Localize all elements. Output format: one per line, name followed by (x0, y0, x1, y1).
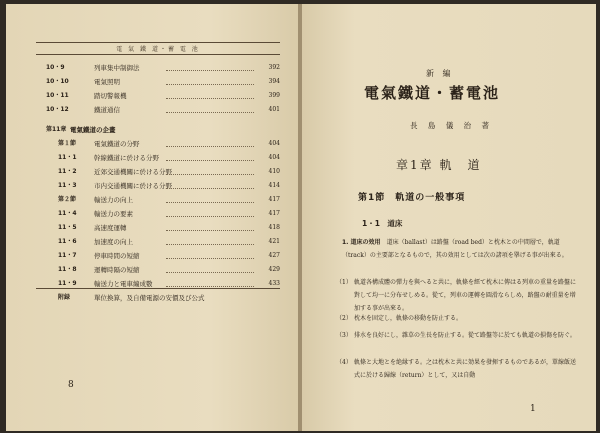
toc-title: 輸送力の要素 (94, 210, 133, 218)
toc-num: 11・5 (58, 224, 77, 231)
toc-page: 399 (268, 92, 280, 99)
table-of-contents (46, 61, 280, 305)
leader-dots (166, 70, 254, 71)
toc-num: 11・8 (58, 266, 77, 273)
toc-num: 11・3 (58, 182, 77, 189)
annex-num: 附録 (58, 294, 71, 301)
footer-rule (36, 288, 280, 289)
item-text: 排水を良好にし，雜草の生長を防止する。從て路盤等に於ても軌道の損傷を防ぐ。 (354, 332, 576, 339)
toc-row (46, 249, 280, 263)
author: 長 島 儀 治 著 (410, 121, 494, 130)
toc-num: 11・6 (58, 238, 77, 245)
toc-title: 加速度の向上 (94, 238, 133, 246)
subsection-heading: 1・1 道床 (362, 219, 403, 228)
toc-row (46, 89, 280, 103)
leader-dots (166, 272, 254, 273)
list-item (336, 356, 580, 382)
toc-page: 418 (268, 224, 280, 231)
right-page (302, 4, 596, 431)
toc-title: 近郊交通機關に於ける分野 (94, 168, 172, 176)
toc-page: 404 (268, 154, 280, 161)
leader-dots (166, 146, 254, 147)
item-text: 軌道各構成體の彈力を與へると共に，軌條を經て枕木に傳はる列車の重量を路盤に對して均一に分布せしめる。從て，列車の運轉を圓滑ならしめ，路盤の耐重量を増加する事が出來る。 (354, 279, 577, 312)
toc-row (46, 179, 280, 193)
toc-title: 列車集中制御法 (94, 64, 140, 72)
toc-row (46, 151, 280, 165)
toc-title: 高速度運轉 (94, 224, 127, 232)
toc-page: 414 (268, 182, 280, 189)
leader-dots (166, 174, 254, 175)
open-book (6, 4, 596, 431)
toc-num: 11・4 (58, 210, 77, 217)
header-rule-bottom (36, 54, 280, 55)
list-item (336, 312, 580, 325)
paragraph (342, 236, 582, 262)
toc-page: 421 (268, 238, 280, 245)
page-number-left: 8 (68, 380, 74, 390)
leader-dots (166, 202, 254, 203)
left-page (6, 4, 298, 431)
toc-page: 394 (268, 78, 280, 85)
toc-page: 433 (268, 280, 280, 287)
toc-page: 401 (268, 106, 280, 113)
toc-page: 429 (268, 266, 280, 273)
toc-num: 10・10 (46, 78, 69, 85)
toc-row (46, 75, 280, 89)
toc-title: 幹線鐵道に於ける分野 (94, 154, 159, 162)
leader-dots (166, 84, 254, 85)
item-text: 軌條と大地とを絶縁する。之は枕木と共に効果を發揮するものであるが，單線飯送式に於ける歸線（return）として，又は自動 (354, 359, 577, 379)
chapter-num: 第11章 (46, 126, 67, 133)
toc-title: 輸送力の向上 (94, 196, 133, 204)
toc-num: 11・2 (58, 168, 77, 175)
item-marker: （1） (336, 279, 352, 286)
list-item (336, 329, 580, 342)
item-marker: （2） (336, 315, 352, 322)
toc-title: 運轉時隔の短縮 (94, 266, 140, 274)
toc-row (46, 263, 280, 277)
toc-page: 410 (268, 168, 280, 175)
leader-dots (166, 258, 254, 259)
toc-num: 第２節 (58, 196, 77, 203)
item-marker: （3） (336, 332, 352, 339)
toc-annex (46, 291, 280, 305)
paragraph-text: 道床（ballast）は路盤（road bed）と枕木との中間層で，軌道（track）の主要部となるもので，其の效用としては次の諸項を擧げる事が出來る。 (342, 239, 568, 259)
list-item (336, 276, 580, 315)
toc-row (46, 207, 280, 221)
annex-title: 單位換算，及自備電源の安價及び公式 (94, 294, 205, 302)
header-rule-top (36, 42, 280, 43)
toc-page: 427 (268, 252, 280, 259)
toc-num: 11・7 (58, 252, 77, 259)
toc-title: 踏切警報機 (94, 92, 127, 100)
leader-dots (166, 286, 254, 287)
toc-page: 417 (268, 210, 280, 217)
toc-row (46, 103, 280, 117)
toc-title: 鐵道通信 (94, 106, 120, 114)
toc-num: 第１節 (58, 140, 77, 147)
leader-dots (166, 230, 254, 231)
toc-title: 電氣照明 (94, 78, 120, 86)
toc-num: 10・12 (46, 106, 69, 113)
toc-page: 417 (268, 196, 280, 203)
series-label: 新 編 (426, 69, 454, 78)
chapter-title: 電氣鐵道の企畫 (70, 126, 116, 134)
book-title: 電氣鐵道・蓄電池 (364, 84, 501, 102)
leader-dots (166, 112, 254, 113)
toc-title: 停車時間の短縮 (94, 252, 140, 260)
toc-num: 10・9 (46, 64, 65, 71)
toc-row (46, 221, 280, 235)
leader-dots (166, 188, 254, 189)
leader-dots (166, 216, 254, 217)
running-head: 電 氣 鐵 道・蓄 電 池 (116, 46, 200, 53)
toc-chapter-heading (46, 123, 280, 137)
toc-title: 市内交通機關に於ける分野 (94, 182, 172, 190)
leader-dots (166, 244, 254, 245)
page-number-right: 1 (530, 404, 536, 414)
toc-row (46, 193, 280, 207)
toc-num: 10・11 (46, 92, 69, 99)
item-marker: （4） (336, 359, 352, 366)
toc-num: 11・1 (58, 154, 77, 161)
toc-page: 404 (268, 140, 280, 147)
toc-title: 輸送力と電車編成數 (94, 280, 153, 288)
leader-dots (166, 98, 254, 99)
section-heading: 第1節 軌道の一般事項 (358, 193, 466, 203)
toc-row (46, 235, 280, 249)
toc-page: 392 (268, 64, 280, 71)
toc-row (46, 165, 280, 179)
toc-num: 11・9 (58, 280, 77, 287)
chapter-heading: 章1章 軌 道 (396, 158, 482, 172)
toc-title: 電氣鐵道の分野 (94, 140, 140, 148)
toc-row (46, 137, 280, 151)
toc-row (46, 61, 280, 75)
leader-dots (166, 160, 254, 161)
item-text: 枕木を固定し，軌條の移動を防止する。 (354, 315, 463, 322)
paragraph-lead: 1. 道床の效用 (342, 239, 381, 246)
